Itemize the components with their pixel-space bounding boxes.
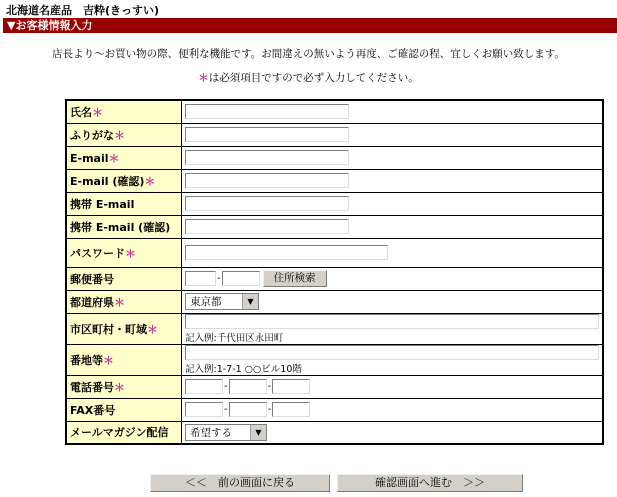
- street-input[interactable]: [185, 345, 599, 360]
- customer-info-form: [65, 99, 604, 445]
- kana-label: ふりがな＊: [66, 123, 182, 146]
- street-hint: 記入例:1-7-1 ○○ビル10階: [185, 363, 302, 375]
- city-hint: 記入例:千代田区永田町: [185, 332, 284, 344]
- name-label: 氏名＊: [66, 100, 182, 123]
- required-mark: ＊: [147, 322, 158, 336]
- zip1-input[interactable]: [185, 271, 216, 286]
- fax-separator: -: [267, 404, 272, 415]
- street-label: 番地等＊: [66, 344, 182, 375]
- required-mark: ＊: [125, 246, 136, 260]
- fax2-input[interactable]: [229, 402, 267, 417]
- required-mark: ＊: [108, 151, 120, 165]
- section-title: ▼お客様情報入力: [3, 18, 617, 33]
- mobile-email-confirm-label: 携帯 E-mail (確認): [66, 215, 182, 238]
- required-mark: ＊: [114, 295, 125, 309]
- mobile-email-confirm-input[interactable]: [185, 219, 349, 234]
- fax-label: FAX番号: [66, 398, 182, 421]
- email-confirm-input[interactable]: [185, 173, 349, 188]
- pref-label: 都道府県＊: [66, 290, 182, 313]
- shop-name: 北海道名産品 吉粋(きっすい): [6, 4, 160, 17]
- required-mark: ＊: [144, 174, 156, 188]
- chevron-down-icon: ▼: [250, 425, 266, 440]
- city-input[interactable]: [185, 314, 599, 329]
- tel1-input[interactable]: [185, 379, 223, 394]
- fax1-input[interactable]: [185, 402, 223, 417]
- tel-separator: -: [267, 381, 272, 392]
- newsletter-select[interactable]: 希望する ▼: [185, 424, 267, 441]
- fax-separator: -: [224, 404, 228, 415]
- tel-label: 電話番号＊: [66, 375, 182, 398]
- required-note-text: は必須項目ですので必ず入力してください。: [208, 72, 419, 84]
- required-mark: ＊: [198, 72, 209, 84]
- back-button[interactable]: ＜＜ 前の画面に戻る: [150, 474, 330, 492]
- email-label: E-mail＊: [66, 146, 182, 169]
- name-input[interactable]: [185, 104, 349, 119]
- required-mark: ＊: [92, 105, 103, 119]
- intro-text: 店長より～お買い物の際、便利な機能です。お間違えの無いよう再度、ご確認の程、宜しくお願い致します。: [52, 48, 565, 60]
- confirm-button[interactable]: 確認画面へ進む ＞＞: [337, 474, 523, 492]
- required-note: [0, 70, 617, 85]
- zip-separator: -: [217, 273, 221, 284]
- pref-select[interactable]: 東京都 ▼: [185, 293, 259, 310]
- tel-separator: -: [224, 381, 228, 392]
- tel2-input[interactable]: [229, 379, 267, 394]
- kana-input[interactable]: [185, 127, 349, 142]
- mobile-email-label: 携帯 E-mail: [66, 192, 182, 215]
- required-mark: ＊: [103, 353, 114, 367]
- newsletter-label: メールマガジン配信: [66, 421, 182, 444]
- fax3-input[interactable]: [272, 402, 310, 417]
- city-label: 市区町村・町域＊: [66, 313, 182, 344]
- password-input[interactable]: [185, 245, 388, 260]
- zip-label: 郵便番号: [66, 267, 182, 290]
- required-mark: ＊: [114, 380, 125, 394]
- required-mark: ＊: [114, 128, 125, 142]
- address-search-button[interactable]: 住所検索: [263, 270, 327, 287]
- tel3-input[interactable]: [272, 379, 310, 394]
- password-label: パスワード＊: [66, 238, 182, 267]
- zip2-input[interactable]: [222, 271, 260, 286]
- email-confirm-label: E-mail (確認)＊: [66, 169, 182, 192]
- email-input[interactable]: [185, 150, 349, 165]
- mobile-email-input[interactable]: [185, 196, 349, 211]
- chevron-down-icon: ▼: [242, 294, 258, 309]
